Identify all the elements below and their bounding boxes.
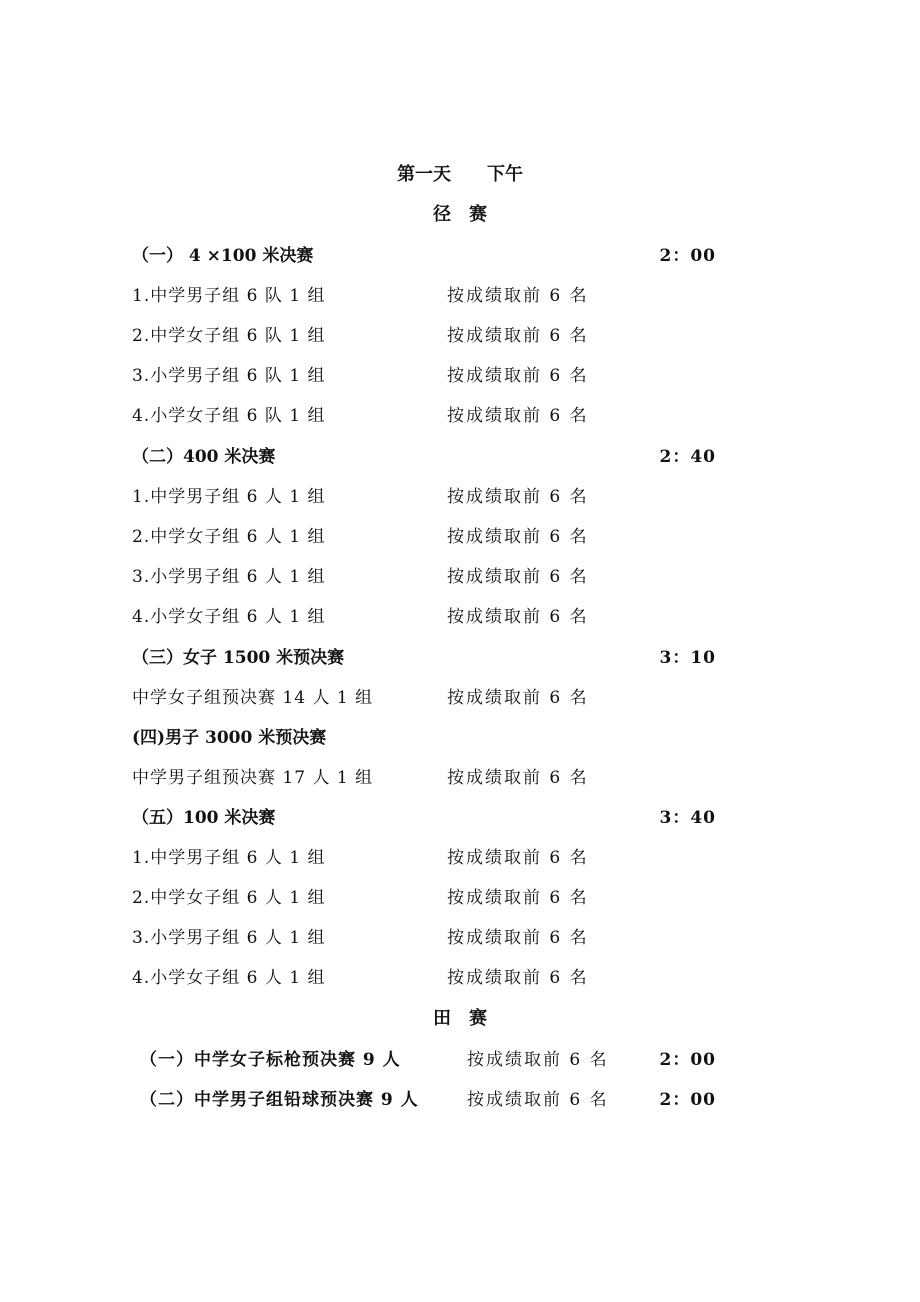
field-event [0, 1087, 920, 1113]
list-item [0, 765, 920, 791]
track-section-1 [0, 243, 920, 269]
list-item [0, 965, 920, 991]
track-section-5 [0, 805, 920, 831]
event-rule: 按成绩取前 6 名 [467, 1050, 609, 1070]
list-item [0, 685, 920, 711]
list-item [0, 363, 920, 389]
item-label: 3.小学男子组 6 人 1 组 [132, 928, 326, 948]
item-rule: 按成绩取前 6 名 [447, 968, 589, 988]
item-rule: 按成绩取前 6 名 [447, 888, 589, 908]
page-title: 第一天 下午 [397, 164, 523, 185]
item-label: 中学男子组预决赛 17 人 1 组 [132, 768, 374, 788]
item-rule: 按成绩取前 6 名 [447, 768, 589, 788]
item-label: 4.小学女子组 6 人 1 组 [132, 968, 326, 988]
list-item [0, 403, 920, 429]
item-rule: 按成绩取前 6 名 [447, 688, 589, 708]
item-rule: 按成绩取前 6 名 [447, 366, 589, 386]
item-label: 1.中学男子组 6 队 1 组 [132, 286, 326, 306]
item-rule: 按成绩取前 6 名 [447, 487, 589, 507]
list-item [0, 524, 920, 550]
item-rule: 按成绩取前 6 名 [447, 848, 589, 868]
item-label: 2.中学女子组 6 人 1 组 [132, 888, 326, 908]
section-title: （一） 4 ×100 米决赛 [132, 246, 314, 266]
section-title: （二）400 米决赛 [132, 447, 276, 467]
section-time: 2：40 [659, 447, 716, 467]
item-rule: 按成绩取前 6 名 [447, 527, 589, 547]
item-label: 2.中学女子组 6 队 1 组 [132, 326, 326, 346]
item-label: 3.小学男子组 6 人 1 组 [132, 567, 326, 587]
section-title: (四)男子 3000 米预决赛 [132, 728, 327, 748]
track-section-4 [0, 725, 920, 751]
section-title: （五）100 米决赛 [132, 808, 276, 828]
event-time: 2：00 [659, 1090, 716, 1110]
item-label: 1.中学男子组 6 人 1 组 [132, 487, 326, 507]
item-rule: 按成绩取前 6 名 [447, 567, 589, 587]
field-event [0, 1047, 920, 1073]
event-time: 2：00 [659, 1050, 716, 1070]
event-rule: 按成绩取前 6 名 [467, 1090, 609, 1110]
section-time: 3：40 [659, 808, 716, 828]
event-title: （一）中学女子标枪预决赛 9 人 [140, 1050, 401, 1070]
track-heading: 径 赛 [433, 204, 487, 225]
item-label: 3.小学男子组 6 队 1 组 [132, 366, 326, 386]
track-section-2 [0, 444, 920, 470]
field-heading: 田 赛 [433, 1008, 487, 1029]
item-label: 中学女子组预决赛 14 人 1 组 [132, 688, 374, 708]
item-label: 4.小学女子组 6 人 1 组 [132, 607, 326, 627]
item-label: 1.中学男子组 6 人 1 组 [132, 848, 326, 868]
event-title: （二）中学男子组铅球预决赛 9 人 [140, 1090, 419, 1110]
item-rule: 按成绩取前 6 名 [447, 406, 589, 426]
list-item [0, 323, 920, 349]
list-item [0, 885, 920, 911]
section-time: 2：00 [659, 246, 716, 266]
item-rule: 按成绩取前 6 名 [447, 326, 589, 346]
list-item [0, 845, 920, 871]
item-rule: 按成绩取前 6 名 [447, 928, 589, 948]
list-item [0, 604, 920, 630]
section-title: （三）女子 1500 米预决赛 [132, 648, 345, 668]
section-time: 3：10 [659, 648, 716, 668]
item-rule: 按成绩取前 6 名 [447, 286, 589, 306]
list-item [0, 564, 920, 590]
list-item [0, 925, 920, 951]
item-label: 2.中学女子组 6 人 1 组 [132, 527, 326, 547]
item-rule: 按成绩取前 6 名 [447, 607, 589, 627]
list-item [0, 283, 920, 309]
item-label: 4.小学女子组 6 队 1 组 [132, 406, 326, 426]
track-section-3 [0, 645, 920, 671]
list-item [0, 484, 920, 510]
